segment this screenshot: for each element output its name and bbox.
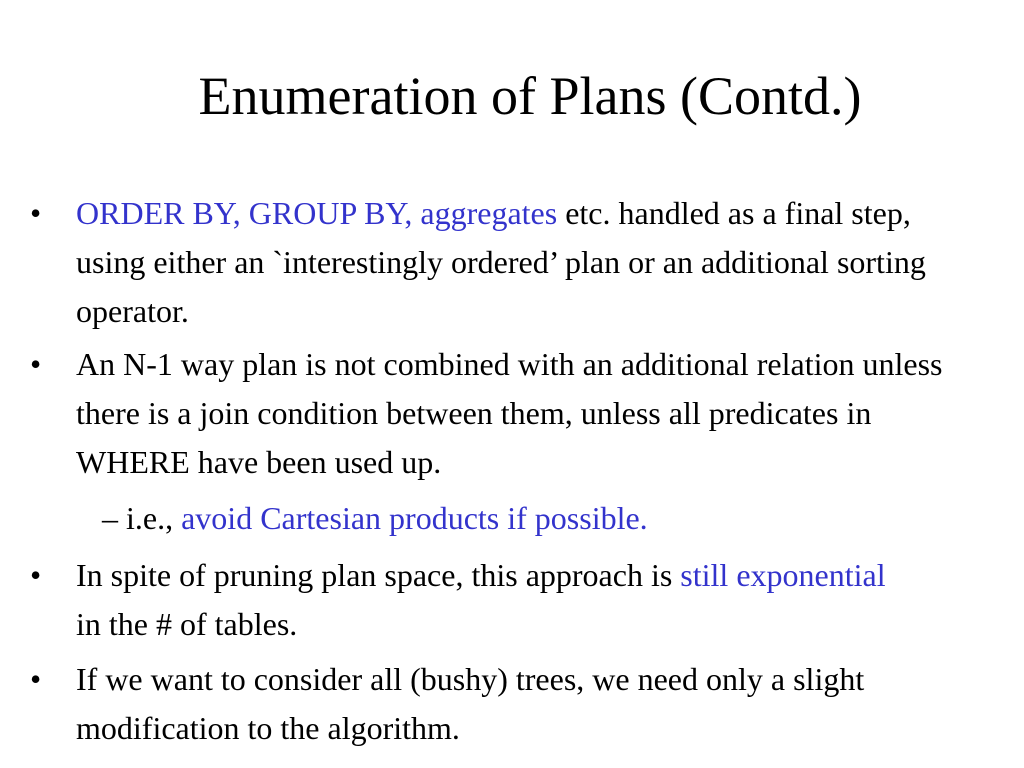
- bullet-text-accent: avoid Cartesian products if possible.: [181, 500, 648, 536]
- bullet-item: [30, 655, 976, 753]
- bullet-text: i.e.,: [126, 500, 182, 536]
- bullet-glyph: •: [30, 661, 42, 697]
- bullet-glyph: •: [30, 195, 42, 231]
- bullet-glyph: •: [30, 346, 42, 382]
- bullet-text: etc. handled as a final step, using either an `interestingly ordered’ plan or an additional sorting operator.: [76, 195, 926, 329]
- bullet-text-accent: ORDER BY, GROUP BY, aggregates: [76, 195, 558, 231]
- bullet-text: In spite of pruning plan space, this approach is: [76, 557, 681, 593]
- sub-bullet-prefix: –: [102, 500, 126, 536]
- bullet-item: [30, 551, 906, 649]
- sub-bullet-item: [102, 494, 982, 543]
- slide-title: Enumeration of Plans (Contd.): [198, 66, 862, 126]
- bullet-glyph: •: [30, 557, 42, 593]
- bullet-text: An N-1 way plan is not combined with an additional relation unless there is a join condition between them, unless all predicates in WHERE have been used up.: [76, 346, 943, 480]
- bullet-text: If we want to consider all (bushy) trees, we need only a slight modification to the algorithm.: [76, 661, 865, 746]
- bullet-text-accent: still exponential: [680, 557, 886, 593]
- bullet-item: [30, 340, 976, 487]
- bullet-item: [30, 189, 976, 336]
- bullet-text: in the # of tables.: [76, 606, 298, 642]
